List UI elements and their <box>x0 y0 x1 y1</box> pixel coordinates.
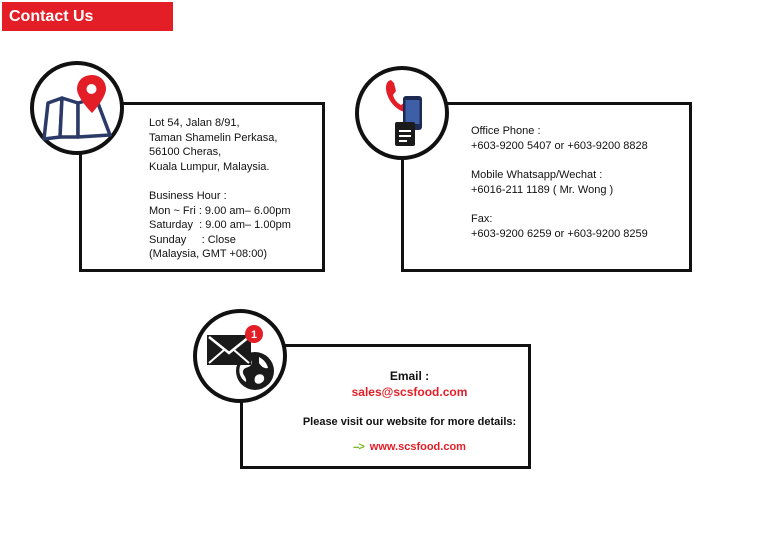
spacer <box>471 153 689 168</box>
spacer <box>471 197 689 212</box>
hours-line: Saturday : 9.00 am– 1.00pm <box>149 219 291 231</box>
hours-line: (Malaysia, GMT +08:00) <box>149 248 268 260</box>
map-pin-icon-circle <box>30 61 124 155</box>
office-phone-numbers: +603-9200 5407 or +603-9200 8828 <box>471 139 648 152</box>
fax-label: Fax: <box>471 213 493 225</box>
address-line: Lot 54, Jalan 8/91, <box>149 117 240 129</box>
contact-us-header: Contact Us <box>2 2 173 31</box>
phone-document-icon-circle <box>355 66 449 160</box>
office-phone-label: Office Phone : <box>471 125 541 137</box>
hours-line: Sunday : Close <box>149 233 236 246</box>
email-link[interactable]: sales@scsfood.com <box>351 384 468 399</box>
spacer <box>149 174 322 189</box>
email-label: Email : <box>389 369 430 383</box>
fax-numbers: +603-9200 6259 or +603-9200 8259 <box>471 227 648 240</box>
mail-globe-icon-circle <box>193 309 287 403</box>
website-link[interactable]: www.scsfood.com <box>369 440 466 453</box>
business-hour-title: Business Hour : <box>149 190 227 202</box>
hours-line: Mon ~ Fri : 9.00 am– 6.00pm <box>149 204 291 217</box>
mobile-number: +6016-211 1189 ( Mr. Wong ) <box>471 183 614 196</box>
phone-document-icon <box>359 70 445 156</box>
arrow-right-icon: --> <box>353 440 364 453</box>
mail-globe-icon <box>197 313 287 403</box>
address-line: Kuala Lumpur, Malaysia. <box>149 160 270 173</box>
mobile-label: Mobile Whatsapp/Wechat : <box>471 169 603 181</box>
website-row <box>291 440 528 455</box>
map-pin-icon <box>34 65 120 151</box>
address-line: 56100 Cheras, <box>149 146 222 158</box>
address-line: Taman Shamelin Perkasa, <box>149 131 278 144</box>
notification-badge-count: 1 <box>250 329 258 341</box>
visit-website-text: Please visit our website for more details: <box>302 416 517 428</box>
